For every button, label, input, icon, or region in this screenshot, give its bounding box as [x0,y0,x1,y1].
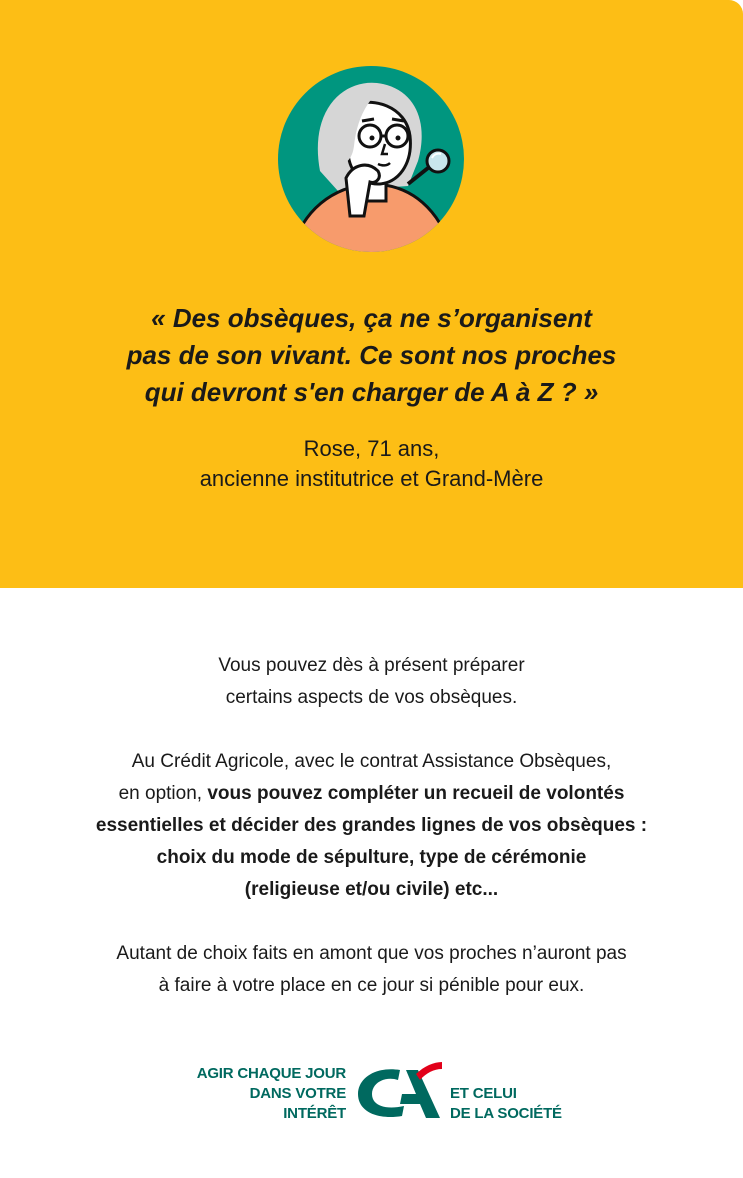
slogan-line: DE LA SOCIÉTÉ [450,1105,562,1122]
paragraph-line: Au Crédit Agricole, avec le contrat Assistance Obsèques, [131,751,612,772]
paragraph-line [40,778,703,810]
slogan-line: DANS VOTRE INTÉRÊT [249,1085,346,1122]
quote-line: pas de son vivant. Ce sont nos proches [126,340,617,370]
author-name: Rose, 71 ans, [303,436,440,461]
paragraph-bold-text: vous pouvez compléter un recueil de volontés [207,783,625,804]
slogan-left [184,1064,346,1124]
slogan-right [450,1084,570,1124]
paragraph-line: Vous pouvez dès à présent préparer [218,655,525,676]
quote-line: « Des obsèques, ça ne s’organisent [151,303,592,333]
paragraph-bold-line: essentielles et décider des grandes lignes de vos obsèques : [95,815,648,836]
slogan-line: ET CELUI [450,1085,517,1102]
paragraph-intro [40,650,703,714]
paragraph-conclusion [40,938,703,1002]
testimonial-quote [40,300,703,411]
slogan-line: AGIR CHAQUE JOUR [196,1065,346,1082]
paragraph-offer [40,746,703,906]
hero-banner [0,0,743,588]
credit-agricole-logo-icon [356,1060,444,1122]
credit-agricole-brand [184,1060,560,1122]
paragraph-line: à faire à votre place en ce jour si pénible pour eux. [158,975,585,996]
author-role: ancienne institutrice et Grand-Mère [199,466,544,491]
paragraph-bold-line: choix du mode de sépulture, type de cérémonie [156,847,587,868]
paragraph-bold-line: (religieuse et/ou civile) etc... [244,879,499,900]
testimonial-author [40,434,703,494]
body-text [40,650,703,1034]
paragraph-line: Autant de choix faits en amont que vos proches n’auront pas [116,943,627,964]
quote-line: qui devront s'en charger de A à Z ? » [144,377,599,407]
grandmother-avatar-icon [278,66,464,252]
paragraph-text: en option, [118,783,208,804]
paragraph-line: certains aspects de vos obsèques. [225,687,518,708]
